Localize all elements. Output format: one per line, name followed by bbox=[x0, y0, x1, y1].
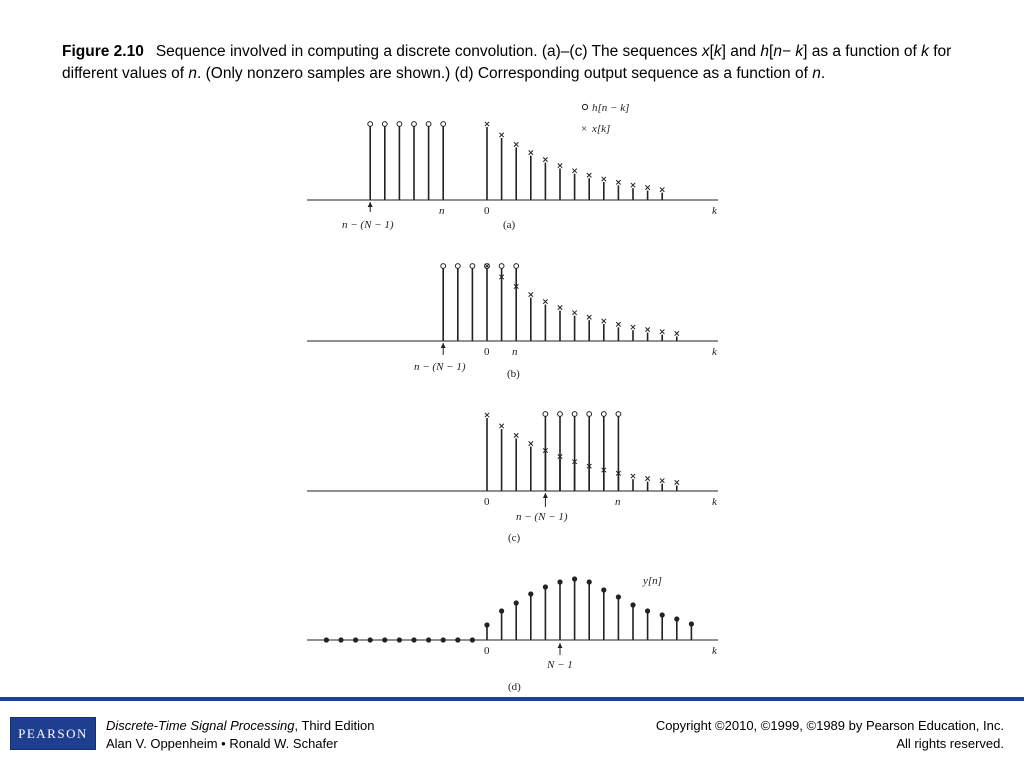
h-marker-c bbox=[558, 412, 563, 417]
x-marker-a bbox=[572, 169, 576, 173]
y-dot bbox=[572, 576, 577, 581]
axis-k-label-b: k bbox=[712, 346, 717, 358]
y-zero-dot bbox=[368, 637, 373, 642]
caption-text-2: ] and bbox=[721, 43, 761, 60]
h-marker-b bbox=[499, 264, 504, 269]
x-marker-a bbox=[514, 142, 518, 146]
axis-k-label-a: k bbox=[712, 205, 717, 217]
h-marker-a bbox=[382, 122, 387, 127]
h-marker-b bbox=[470, 264, 475, 269]
caption-bracket-1: [ bbox=[709, 43, 714, 60]
y-dot bbox=[528, 591, 533, 596]
h-marker-a bbox=[368, 122, 373, 127]
x-marker-c bbox=[631, 474, 635, 478]
x-marker-b bbox=[631, 325, 635, 329]
x-marker-c bbox=[675, 480, 679, 484]
caption-text-4: for different values of bbox=[62, 43, 952, 82]
x-marker-b bbox=[660, 329, 664, 333]
N-minus-1-label: N − 1 bbox=[547, 659, 573, 671]
legend-h-label: h[n − k] bbox=[592, 102, 630, 114]
x-marker-a bbox=[645, 185, 649, 189]
x-marker-b bbox=[529, 292, 533, 296]
x-marker-a bbox=[543, 157, 547, 161]
zero-label-c: 0 bbox=[484, 496, 490, 508]
zero-label-d: 0 bbox=[484, 645, 490, 657]
x-marker-a bbox=[602, 177, 606, 181]
n-label-a: n bbox=[439, 205, 445, 217]
x-marker-a bbox=[616, 180, 620, 184]
figure-label: Figure 2.10 bbox=[62, 43, 144, 60]
panel-b-label: (b) bbox=[507, 368, 520, 380]
y-dot bbox=[587, 579, 592, 584]
book-edition: , Third Edition bbox=[294, 718, 375, 733]
y-dot bbox=[514, 600, 519, 605]
y-label: y[n] bbox=[643, 575, 662, 587]
caption-k3: k bbox=[921, 43, 929, 60]
y-dot bbox=[674, 616, 679, 621]
x-marker-b bbox=[645, 327, 649, 331]
x-marker-b bbox=[558, 305, 562, 309]
n-minus-label-b: n − (N − 1) bbox=[414, 361, 466, 373]
x-marker-c bbox=[645, 476, 649, 480]
x-marker-b bbox=[675, 331, 679, 335]
h-marker-a bbox=[412, 122, 417, 127]
caption-n1: n bbox=[773, 43, 782, 60]
h-marker-a bbox=[397, 122, 402, 127]
n-label-b: n bbox=[512, 346, 518, 358]
y-zero-dot bbox=[382, 637, 387, 642]
y-zero-dot bbox=[338, 637, 343, 642]
y-dot bbox=[601, 587, 606, 592]
x-marker-b bbox=[602, 319, 606, 323]
x-marker-b bbox=[616, 322, 620, 326]
panel-d-label: (d) bbox=[508, 681, 521, 693]
footer-copyright bbox=[656, 717, 1004, 753]
n-minus-label-c: n − (N − 1) bbox=[516, 511, 568, 523]
caption-k1: k bbox=[713, 43, 722, 60]
axis-k-label-d: k bbox=[712, 645, 717, 657]
book-authors: Alan V. Oppenheim • Ronald W. Schafer bbox=[106, 736, 338, 751]
x-marker-a bbox=[499, 133, 503, 137]
y-dot bbox=[689, 621, 694, 626]
y-zero-dot bbox=[426, 637, 431, 642]
caption-text-6: . bbox=[820, 65, 826, 82]
legend-x-label: x[k] bbox=[592, 123, 611, 135]
y-dot bbox=[645, 608, 650, 613]
caption-text-1: Sequence involved in computing a discrete convolution. (a)–(c) The sequences bbox=[155, 43, 702, 60]
x-marker-b bbox=[572, 311, 576, 315]
arrow-head-a bbox=[368, 202, 373, 207]
arrow-head-d bbox=[558, 643, 563, 648]
x-marker-a bbox=[587, 173, 591, 177]
y-zero-dot bbox=[353, 637, 358, 642]
h-marker-b bbox=[441, 264, 446, 269]
n-minus-label-a: n − (N − 1) bbox=[342, 219, 394, 231]
h-marker-c bbox=[601, 412, 606, 417]
h-marker-b bbox=[455, 264, 460, 269]
copyright-line: Copyright ©2010, ©1999, ©1989 by Pearson Education, Inc. bbox=[655, 718, 1004, 733]
x-marker-a bbox=[529, 150, 533, 154]
arrow-head-b bbox=[441, 343, 446, 348]
x-marker-b bbox=[543, 299, 547, 303]
caption-k2: k bbox=[795, 43, 804, 60]
y-dot bbox=[630, 602, 635, 607]
y-dot bbox=[543, 584, 548, 589]
caption-h: h bbox=[760, 43, 770, 60]
x-marker-c bbox=[514, 433, 518, 437]
y-dot bbox=[616, 594, 621, 599]
caption-n2: n bbox=[188, 65, 198, 82]
y-zero-dot bbox=[324, 637, 329, 642]
h-marker-b bbox=[514, 264, 519, 269]
x-marker-a bbox=[660, 187, 664, 191]
y-dot bbox=[484, 622, 489, 627]
pearson-logo: PEARSON bbox=[10, 717, 96, 750]
h-marker-c bbox=[543, 412, 548, 417]
caption-bracket-2: [ bbox=[769, 43, 774, 60]
legend-circle-icon bbox=[582, 104, 587, 109]
axis-k-label-c: k bbox=[712, 496, 717, 508]
h-marker-c bbox=[587, 412, 592, 417]
caption-text-5: . (Only nonzero samples are shown.) (d) Corresponding output sequence as a function of bbox=[197, 65, 813, 82]
x-marker-c bbox=[499, 424, 503, 428]
panel-c-label: (c) bbox=[508, 532, 521, 544]
book-title-line bbox=[106, 717, 374, 735]
y-zero-dot bbox=[411, 637, 416, 642]
caption-x: x bbox=[701, 43, 710, 60]
y-zero-dot bbox=[441, 637, 446, 642]
y-zero-dot bbox=[455, 637, 460, 642]
rights-line: All rights reserved. bbox=[896, 736, 1004, 751]
legend-cross-icon: × bbox=[581, 123, 588, 135]
x-marker-c bbox=[485, 413, 489, 417]
y-dot bbox=[660, 612, 665, 617]
h-marker-c bbox=[616, 412, 621, 417]
y-zero-dot bbox=[397, 637, 402, 642]
footer-rule bbox=[0, 697, 1024, 701]
arrow-head-c bbox=[543, 493, 548, 498]
zero-label-a: 0 bbox=[484, 205, 490, 217]
n-label-c: n bbox=[615, 496, 621, 508]
h-marker-a bbox=[426, 122, 431, 127]
caption-minus: − bbox=[781, 43, 796, 60]
panel-a-label: (a) bbox=[503, 219, 516, 231]
y-zero-dot bbox=[470, 637, 475, 642]
caption-text-3: ] as a function of bbox=[803, 43, 922, 60]
footer-book-info bbox=[106, 717, 374, 753]
x-marker-c bbox=[660, 478, 664, 482]
h-marker-a bbox=[441, 122, 446, 127]
x-marker-b bbox=[587, 315, 591, 319]
x-marker-a bbox=[558, 163, 562, 167]
zero-label-b: 0 bbox=[484, 346, 490, 358]
x-marker-c bbox=[529, 441, 533, 445]
book-title: Discrete-Time Signal Processing bbox=[106, 718, 295, 733]
x-marker-a bbox=[485, 122, 489, 126]
y-dot bbox=[557, 579, 562, 584]
y-dot bbox=[499, 608, 504, 613]
h-marker-c bbox=[572, 412, 577, 417]
x-marker-a bbox=[631, 183, 635, 187]
caption-n3: n bbox=[812, 65, 821, 82]
